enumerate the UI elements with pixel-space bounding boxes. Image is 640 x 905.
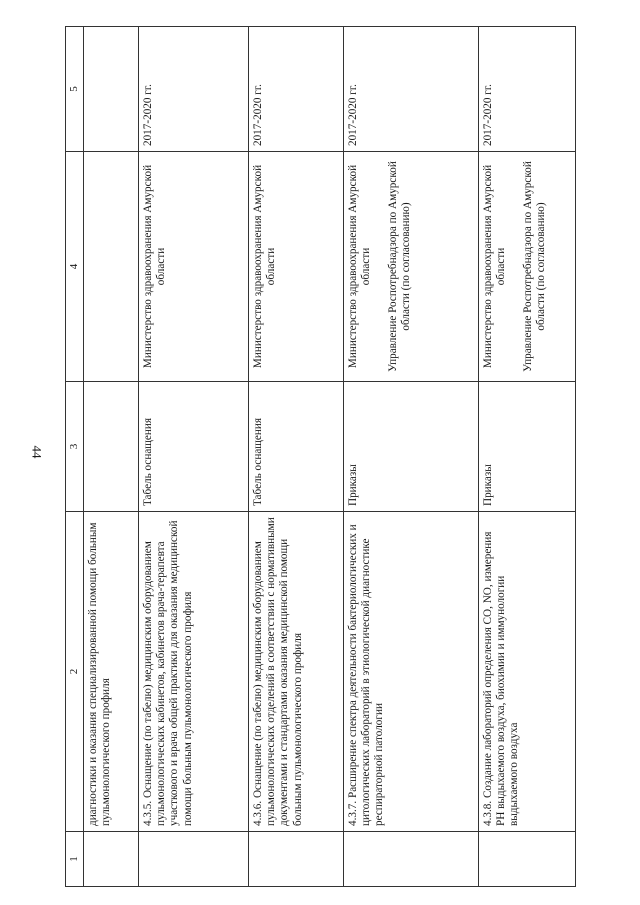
cell-executor: Министерство здравоохранения Амурской области [249,152,344,382]
cell-executor [84,152,139,382]
cell-description: 4.3.6. Оснащение (по табелю) медицинским оборудованием пульмонологических отделений в соответствии с нормативными документами и стандартами оказания медицинской помощи больным пульмонологического профиля [249,512,344,832]
table-row [84,27,139,887]
cell-description: 4.3.7. Расширение спектра деятельности бактериологических и цитологических лабораторий в этиологической диагностике респираторной патологии [344,512,479,832]
cell-num [249,832,344,887]
header-cell-1: 1 [66,832,84,887]
cell-document: Приказы [479,382,576,512]
cell-document [84,382,139,512]
cell-num [84,832,139,887]
cell-period: 2017-2020 гг. [139,27,249,152]
cell-document: Приказы [344,382,479,512]
cell-period [84,27,139,152]
page-number: 44 [29,445,45,459]
header-cell-3: 3 [66,382,84,512]
cell-description: 4.3.5. Оснащение (по табелю) медицинским оборудованием пульмонологических кабинетов, кабинетов врача-терапевта участкового и врача общей практики для оказания медицинской помощи больным пульмонологического профиля [139,512,249,832]
table-row [344,27,479,887]
header-cell-5: 5 [66,27,84,152]
cell-period: 2017-2020 гг. [344,27,479,152]
table-row [249,27,344,887]
cell-description: 4.3.8. Создание лабораторий определения CO, NO, измерения PH выдыхаемого воздуха, биохимии и иммунологии выдыхаемого воздуха [479,512,576,832]
table-row [479,27,576,887]
header-row [66,27,84,887]
rotated-table-container [65,27,575,887]
cell-period: 2017-2020 гг. [249,27,344,152]
table-row [139,27,249,887]
header-cell-4: 4 [66,152,84,382]
cell-num [479,832,576,887]
cell-document: Табель оснащения [139,382,249,512]
cell-executor: Министерство здравоохранения Амурской области [139,152,249,382]
cell-num [139,832,249,887]
cell-executor: Министерство здравоохранения Амурской области Управление Роспотребнадзора по Амурской области (по согласованию) [479,152,576,382]
cell-description: диагностики и оказания специализированной помощи больным пульмонологического профиля [84,512,139,832]
cell-document: Табель оснащения [249,382,344,512]
plan-table [65,26,576,887]
cell-num [344,832,479,887]
cell-period: 2017-2020 гг. [479,27,576,152]
cell-executor: Министерство здравоохранения Амурской области Управление Роспотребнадзора по Амурской области (по согласованию) [344,152,479,382]
header-cell-2: 2 [66,512,84,832]
